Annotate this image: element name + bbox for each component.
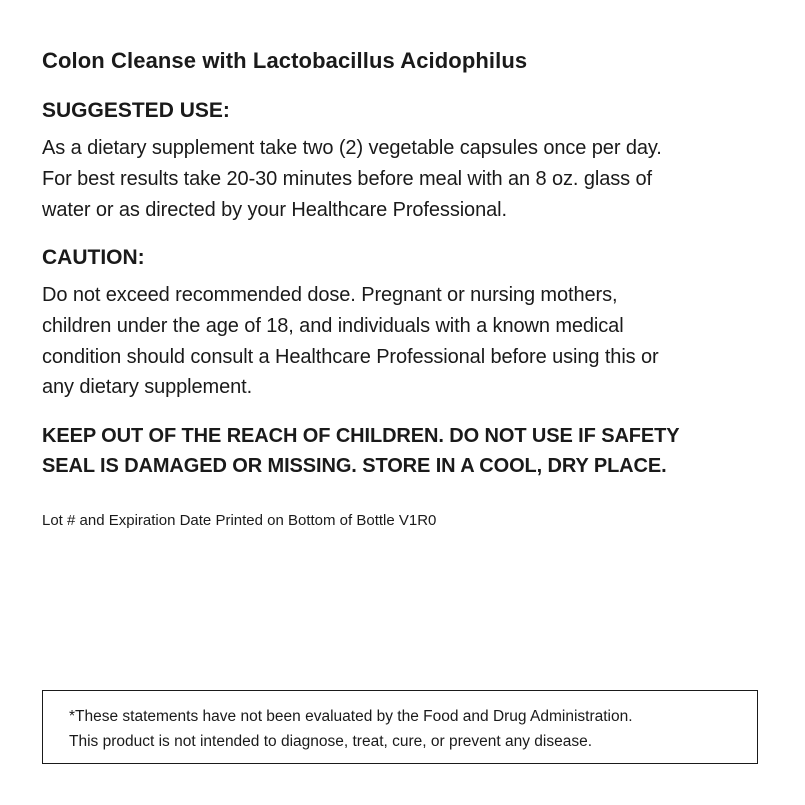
suggested-use-line: As a dietary supplement take two (2) vegetable capsules once per day. xyxy=(42,137,662,159)
warning-line: KEEP OUT OF THE REACH OF CHILDREN. DO NOT USE IF SAFETY xyxy=(42,425,680,447)
caution-line: Do not exceed recommended dose. Pregnant or nursing mothers, xyxy=(42,284,618,306)
suggested-use-heading: SUGGESTED USE: xyxy=(42,99,230,122)
disclaimer-line: This product is not intended to diagnose, treat, cure, or prevent any disease. xyxy=(69,733,593,750)
caution-line: any dietary supplement. xyxy=(42,376,253,398)
lot-expiration-note: Lot # and Expiration Date Printed on Bottom of Bottle V1R0 xyxy=(42,512,437,529)
suggested-use-line: For best results take 20-30 minutes before meal with an 8 oz. glass of xyxy=(42,168,652,190)
disclaimer-line: *These statements have not been evaluated by the Food and Drug Administration. xyxy=(69,708,633,725)
fda-disclaimer-box xyxy=(42,690,758,764)
suggested-use-line: water or as directed by your Healthcare Professional. xyxy=(42,199,507,221)
caution-heading: CAUTION: xyxy=(42,246,145,269)
product-title: Colon Cleanse with Lactobacillus Acidophilus xyxy=(42,48,528,73)
caution-line: condition should consult a Healthcare Professional before using this or xyxy=(42,346,659,368)
warning-line: SEAL IS DAMAGED OR MISSING. STORE IN A COOL, DRY PLACE. xyxy=(42,455,667,477)
caution-line: children under the age of 18, and individuals with a known medical xyxy=(42,315,624,337)
